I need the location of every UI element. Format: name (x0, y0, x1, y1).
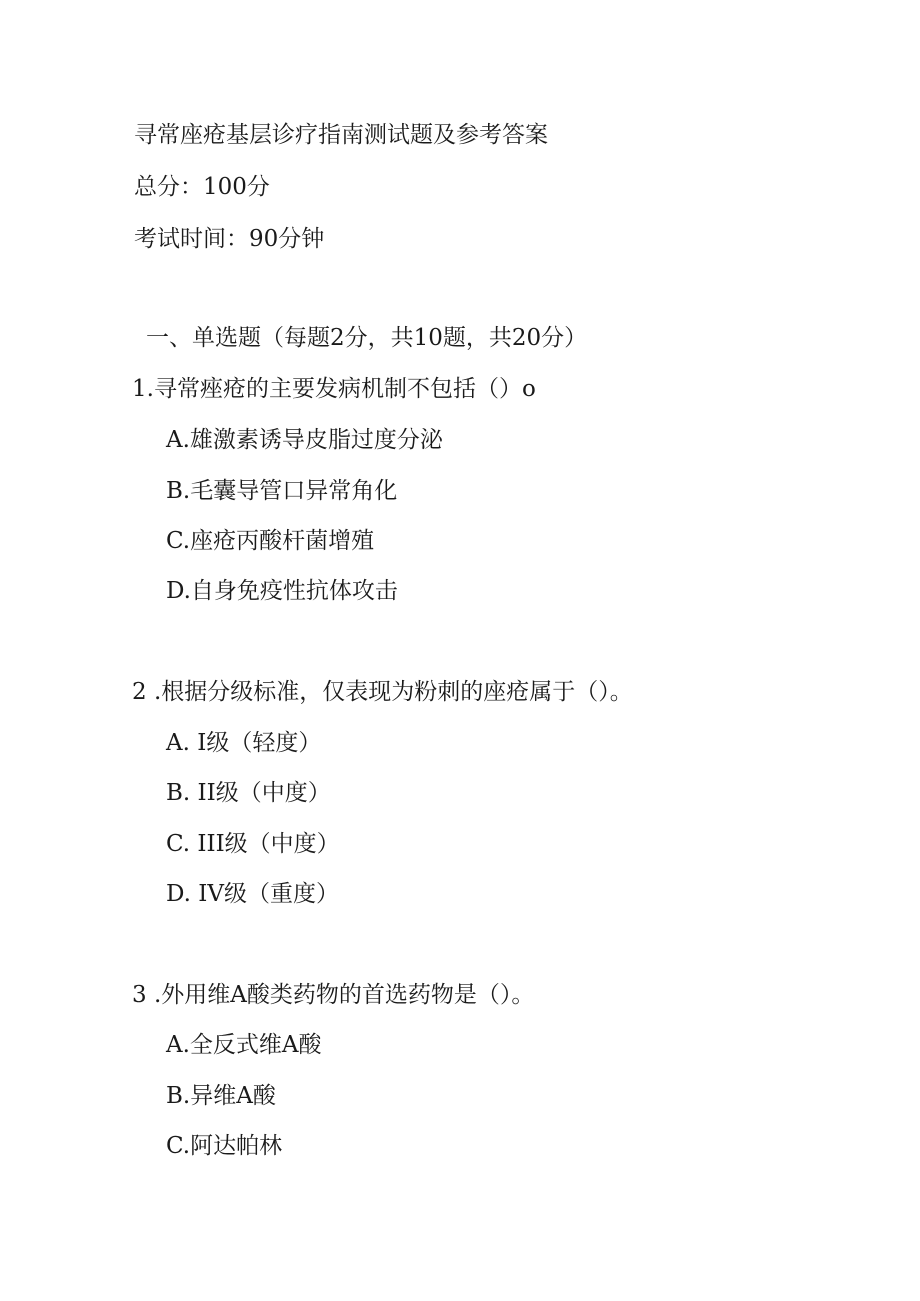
question-1-option-d: D.自身免疫性抗体攻击 (166, 578, 398, 604)
question-1-option-b: B.毛囊导管口异常角化 (166, 478, 398, 504)
question-2-option-b: B. II级（中度） (166, 780, 331, 806)
question-1-option-c: C.座疮丙酸杆菌增殖 (166, 528, 375, 554)
question-2-stem: 2 .根据分级标准，仅表现为粉刺的座疮属于（）。 (132, 679, 633, 705)
exam-time: 考试时间：90分钟 (134, 226, 325, 252)
document-title: 寻常座疮基层诊疗指南测试题及参考答案 (134, 122, 548, 148)
question-3-stem: 3 .外用维A酸类药物的首选药物是（）。 (132, 982, 535, 1008)
question-3-option-a: A.全反式维A酸 (166, 1032, 322, 1058)
question-2-option-a: A. I级（轻度） (166, 730, 322, 756)
question-1-stem: 1.寻常痤疮的主要发病机制不包括（）o (132, 376, 536, 402)
total-score: 总分：100分 (134, 174, 270, 200)
question-3-option-b: B.异维A酸 (166, 1083, 276, 1109)
question-2-option-c: C. III级（中度） (166, 831, 340, 857)
question-1-option-a: A.雄激素诱导皮脂过度分泌 (166, 427, 443, 453)
question-2-option-d: D. IV级（重度） (166, 881, 339, 907)
question-3-option-c: C.阿达帕林 (166, 1133, 283, 1159)
section-heading: 一、单选题（每题2分，共10题，共20分） (146, 325, 588, 351)
